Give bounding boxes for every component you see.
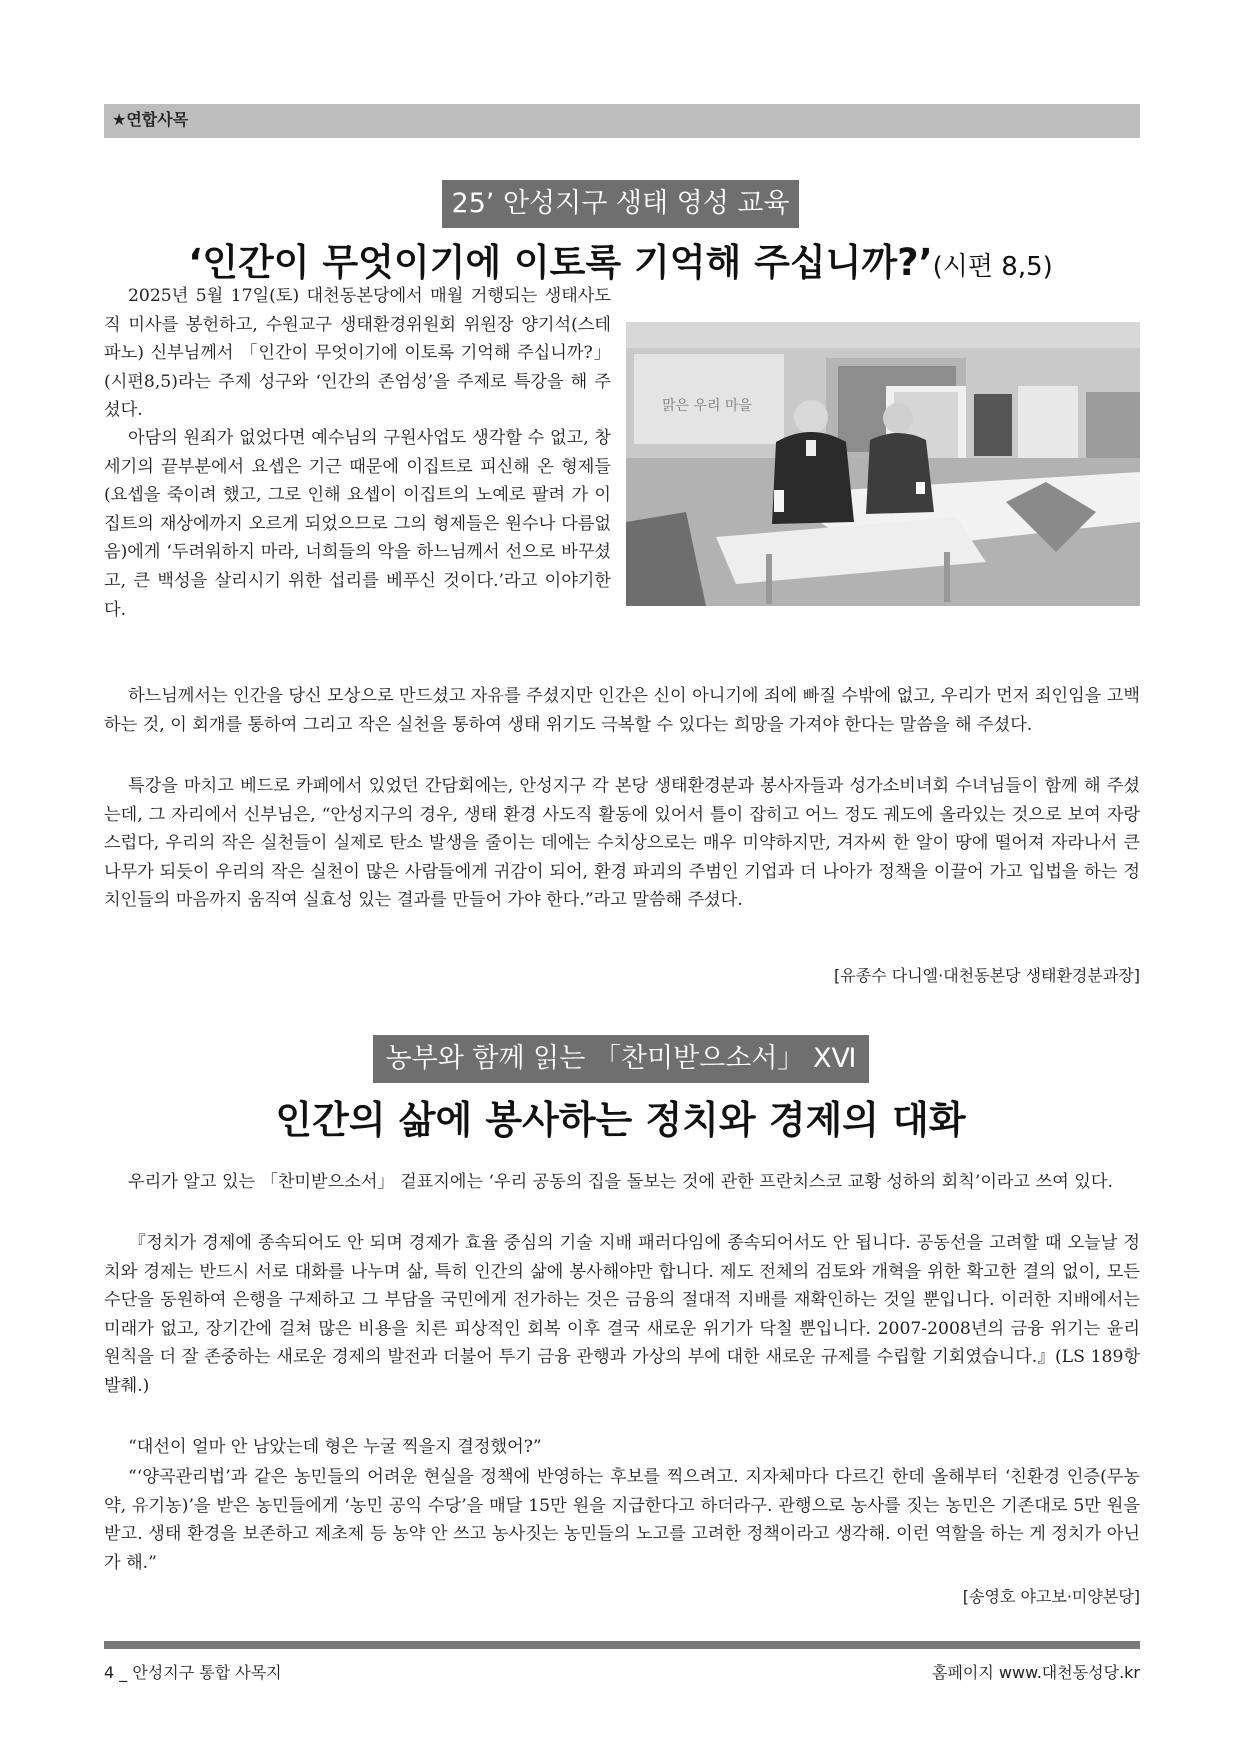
article1-paragraph: 2025년 5월 17일(토) 대천동본당에서 매월 거행되는 생태사도직 미사를 봉헌하고, 수원교구 생태환경위원회 위원장 양기석(스테파노) 신부님께서 「인간이 무엇이기에 이토록 기억해 주십니까?」(시편8,5)라는 주제 성구와 ‘인간의 존엄성’을 주제로 특강을 해 주셨다. bbox=[104, 286, 611, 421]
article2-title: 인간의 삶에 봉사하는 정치와 경제의 대화 bbox=[275, 1098, 966, 1142]
article1-kicker: 25’ 안성지구 생태 영성 교육 bbox=[442, 180, 799, 228]
article2-paragraph: “대선이 얼마 안 남았는데 형은 누굴 찍을지 결정했어?” bbox=[128, 1437, 542, 1457]
section-header-bar bbox=[104, 104, 1140, 138]
article1-byline: [유종수 다니엘·대천동본당 생태환경분과장] bbox=[834, 966, 1140, 985]
article1-paragraph: 아담의 원죄가 없었다면 예수님의 구원사업도 생각할 수 없고, 창세기의 끝부분에서 요셉은 기근 때문에 이집트로 피신해 온 형제들(요셉을 죽이려 했고, 그로 인해 요셉이 이집트의 노예로 팔려 가 이집트의 재상에까지 오르게 되었으므로 그의 형제들은 원수나 다름없음)에게 ‘두려워하지 마라, 너희들의 악을 하느님께서 선으로 바꾸셨고, 큰 백성을 살리시기 위한 섭리를 베푸신 것이다.’라고 이야기한다. bbox=[104, 428, 611, 620]
article2-byline: [송영호 야고보·미양본당] bbox=[962, 1587, 1140, 1606]
article2-paragraph: “‘양곡관리법’과 같은 농민들의 어려운 현실을 정책에 반영하는 후보를 찍으려고. 지자체마다 다르긴 한데 올해부터 ‘친환경 인증(무농약, 유기농)’을 받은 농민들에게 ‘농민 공익 수당’을 매달 15만 원을 지급한다고 하더라구. 관행으로 농사를 짓는 농민은 기존대로 5만 원을 받고. 생태 환경을 보존하고 제초제 등 농약 안 쓰고 농사짓는 농민들의 노고를 고려한 정책이라고 생각해. 이런 역할을 하는 게 정치가 아닌가 해.” bbox=[104, 1467, 1140, 1573]
homepage-footer: 홈페이지 www.대천동성당.kr bbox=[932, 1663, 1140, 1682]
svg-text:맑은 우리 마을: 맑은 우리 마을 bbox=[662, 398, 753, 414]
section-label: ★연합사목 bbox=[112, 110, 189, 129]
article1-paragraph: 특강을 마치고 베드로 카페에서 있었던 간담회에는, 안성지구 각 본당 생태환경분과 봉사자들과 성가소비녀회 수녀님들이 함께 해 주셨는데, 그 자리에서 신부님은, “안성지구의 경우, 생태 환경 사도직 활동에 있어서 틀이 잡히고 어느 정도 궤도에 올라있는 것으로 보여 자랑스럽다, 우리의 작은 실천들이 실제로 탄소 발생을 줄이는 데에는 수치상으로는 매우 미약하지만, 겨자씨 한 알이 땅에 떨어져 자라나서 큰 나무가 되듯이 우리의 작은 실천이 많은 사람들에게 귀감이 되어, 환경 파괴의 주범인 기업과 더 나아가 정책을 이끌어 가고 입법을 하는 정치인들의 마음까지 움직여 실효성 있는 결과를 만들어 가야 한다.”라고 말씀해 주셨다. bbox=[104, 776, 1140, 911]
article1-title-main: ‘인간이 무엇이기에 이토록 기억해 주십니까?’ bbox=[188, 241, 933, 284]
footer-rule bbox=[104, 1641, 1140, 1649]
event-photo bbox=[626, 322, 1140, 606]
article1-title-ref: (시편 8,5) bbox=[932, 252, 1053, 282]
article2-kicker: 농부와 함께 읽는 「찬미받으소서」 XⅥ bbox=[373, 1035, 869, 1083]
article2-paragraph: 『정치가 경제에 종속되어도 안 되며 경제가 효율 중심의 기술 지배 패러다임에 종속되어서도 안 됩니다. 공동선을 고려할 때 오늘날 정치와 경제는 반드시 서로 대화를 나누며 삶, 특히 인간의 삶에 봉사해야만 합니다. 제도 전체의 검토와 개혁을 위한 확고한 결의 없이, 모든 수단을 동원하여 은행을 구제하고 그 부담을 국민에게 전가하는 것은 금융의 절대적 지배를 재확인하는 것일 뿐입니다. 이러한 지배에서는 미래가 없고, 장기간에 걸쳐 많은 비용을 치른 피상적인 회복 이후 결국 새로운 위기가 닥칠 뿐입니다. 2007-2008년의 금융 위기는 윤리 원칙을 더 잘 존중하는 새로운 경제의 발전과 더불어 투기 금융 관행과 가상의 부에 대한 새로운 규제를 수립할 기회였습니다.』(LS 189항 발췌.) bbox=[104, 1233, 1140, 1396]
article2-paragraph: 우리가 알고 있는 「찬미받으소서」 겉표지에는 ‘우리 공동의 집을 돌보는 것에 관한 프란치스코 교황 성하의 회칙’이라고 쓰여 있다. bbox=[128, 1172, 1113, 1192]
page-number-footer: 4 _ 안성지구 통합 사목지 bbox=[104, 1663, 282, 1682]
article1-paragraph: 하느님께서는 인간을 당신 모상으로 만드셨고 자유를 주셨지만 인간은 신이 아니기에 죄에 빠질 수밖에 없고, 우리가 먼저 죄인임을 고백하는 것, 이 회개를 통하여 그리고 작은 실천을 통하여 생태 위기도 극복할 수 있다는 희망을 가져야 한다는 말씀을 해 주셨다. bbox=[104, 686, 1140, 735]
